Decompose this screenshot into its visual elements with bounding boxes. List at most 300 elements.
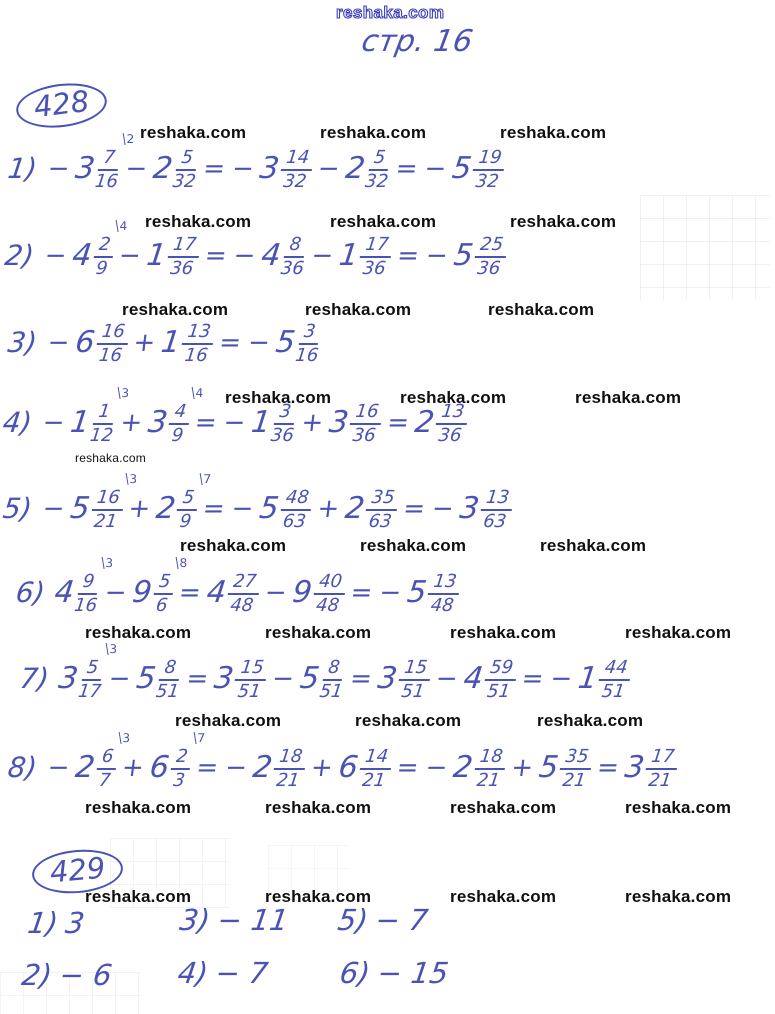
whole-part: 5 — [297, 661, 322, 696]
fraction — [270, 402, 298, 445]
mixed-number — [336, 745, 394, 790]
mixed-number — [461, 656, 519, 701]
numerator: 35 — [560, 748, 594, 770]
operator: = — [184, 663, 211, 694]
mixed-number — [412, 400, 470, 445]
whole-part: 9 — [130, 575, 154, 610]
mixed-number — [73, 132, 136, 192]
denominator: 63 — [482, 511, 508, 532]
operator: = — [217, 327, 243, 358]
operator: − — [45, 752, 72, 783]
operator: − — [221, 407, 248, 438]
numerator: 48 — [280, 489, 314, 511]
watermark-text: reshaka.com — [625, 798, 732, 817]
mixed-number — [70, 219, 129, 279]
denominator: 32 — [282, 171, 308, 192]
common-denominator-mark: 4 — [116, 220, 129, 232]
operator: − — [231, 240, 258, 271]
answer-number: 4) — [175, 956, 211, 990]
mixed-number — [375, 656, 433, 701]
watermark-text: reshaka.com — [180, 536, 287, 555]
denominator: 21 — [92, 511, 119, 532]
operator: − — [548, 663, 575, 694]
whole-part: 2 — [412, 405, 437, 440]
numerator: 14 — [360, 748, 394, 770]
mixed-number — [134, 656, 184, 701]
fraction-stack — [294, 323, 322, 365]
watermark-text: reshaka.com — [265, 887, 372, 906]
whole-part: 5 — [257, 491, 281, 526]
fraction-stack — [89, 403, 117, 445]
watermark-text: reshaka.com — [625, 623, 732, 642]
operator: − — [42, 240, 69, 271]
denominator: 9 — [178, 511, 193, 532]
fraction-stack — [280, 236, 308, 278]
denominator: 36 — [361, 258, 387, 279]
mixed-number — [405, 570, 463, 615]
operator: = — [201, 493, 227, 524]
numerator: 3 — [298, 323, 320, 345]
whole-part: 3 — [375, 661, 400, 696]
fraction — [72, 556, 115, 616]
operator: − — [45, 327, 72, 358]
fraction — [280, 235, 308, 278]
watermark-text: reshaka.com — [500, 123, 607, 142]
task-429-badge: 429 — [30, 846, 125, 897]
watermark-text: reshaka.com — [360, 536, 467, 555]
mixed-number — [451, 233, 509, 278]
whole-part: 3 — [457, 491, 482, 526]
operator: = — [194, 752, 221, 783]
whole-part: 5 — [134, 661, 158, 696]
answer-item — [178, 903, 291, 937]
common-denominator-mark: 2 — [123, 133, 136, 145]
numerator: 15 — [399, 659, 433, 681]
whole-part: 3 — [257, 151, 282, 186]
operator: − — [40, 407, 67, 438]
numerator: 18 — [274, 748, 308, 770]
numerator: 14 — [281, 149, 315, 171]
fraction-stack — [168, 748, 193, 790]
whole-part: 1 — [337, 238, 361, 273]
operator: + — [309, 752, 335, 783]
answer-number: 1) — [25, 906, 61, 940]
denominator: 48 — [429, 595, 455, 616]
operator: − — [316, 153, 342, 184]
fraction-stack — [165, 236, 201, 278]
fraction-stack — [472, 748, 508, 790]
fraction-stack — [318, 659, 346, 701]
numerator: 17 — [360, 236, 394, 258]
common-denominator-mark: 3 — [126, 473, 139, 485]
operator: = — [203, 240, 229, 271]
page-number-label: стр. 16 — [358, 24, 476, 59]
answer-value: − 7 — [213, 956, 271, 990]
answer-value: − 11 — [215, 903, 291, 937]
numerator: 8 — [284, 236, 306, 258]
mixed-number — [290, 570, 348, 615]
whole-part: 5 — [537, 750, 561, 785]
whole-part: 4 — [204, 575, 229, 610]
operator: = — [393, 153, 420, 184]
denominator: 36 — [351, 425, 377, 446]
watermark-text: reshaka.com — [355, 711, 462, 730]
denominator: 12 — [88, 425, 115, 446]
mixed-number — [457, 486, 515, 531]
operator: = — [177, 577, 203, 608]
whole-part: 3 — [73, 151, 97, 186]
whole-part: 4 — [461, 661, 485, 696]
numerator: 27 — [228, 573, 262, 595]
denominator: 21 — [475, 770, 502, 791]
numerator: 19 — [473, 149, 507, 171]
common-denominator-mark: 4 — [192, 387, 205, 399]
fraction — [433, 402, 469, 445]
whole-part: 6 — [147, 750, 172, 785]
fraction — [165, 235, 201, 278]
mixed-number — [249, 400, 299, 445]
numerator: 17 — [168, 236, 202, 258]
watermark-text: reshaka.com — [537, 711, 644, 730]
whole-part: 3 — [622, 750, 647, 785]
whole-part: 5 — [273, 325, 298, 360]
fraction-stack — [167, 403, 192, 445]
fraction-stack — [94, 323, 130, 365]
equation-line — [5, 731, 680, 791]
fraction — [426, 572, 462, 615]
numerator: 1 — [93, 403, 115, 425]
answer-value: − 6 — [57, 958, 115, 992]
watermark-text: reshaka.com — [625, 887, 732, 906]
watermark-text: reshaka.com — [75, 451, 146, 465]
operator: − — [223, 752, 249, 783]
operator: + — [126, 493, 153, 524]
answer-item — [176, 956, 271, 990]
operator: − — [434, 663, 460, 694]
watermark-text: reshaka.com — [320, 123, 427, 142]
fraction — [225, 572, 261, 615]
denominator: 21 — [561, 770, 587, 791]
mixed-number — [56, 642, 119, 702]
mixed-number — [73, 320, 131, 365]
fraction-stack — [77, 659, 105, 701]
numerator: 13 — [428, 573, 462, 595]
mixed-number — [257, 146, 315, 191]
whole-part: 2 — [451, 750, 475, 785]
denominator: 9 — [94, 258, 109, 279]
denominator: 36 — [437, 425, 463, 446]
operator: − — [229, 493, 256, 524]
fraction-stack — [364, 489, 400, 531]
common-denominator-mark: 3 — [102, 557, 115, 569]
fraction — [91, 219, 129, 279]
denominator: 36 — [476, 258, 502, 279]
denominator: 16 — [97, 345, 124, 366]
mixed-number — [576, 656, 634, 701]
fraction-stack — [348, 403, 384, 445]
operator: = — [385, 407, 411, 438]
mixed-number — [257, 486, 315, 531]
fraction-stack — [471, 149, 507, 191]
whole-part: 5 — [405, 575, 429, 610]
operator: = — [394, 752, 421, 783]
operator: − — [102, 577, 129, 608]
denominator: 21 — [275, 770, 301, 791]
whole-part: 1 — [576, 661, 600, 696]
fraction — [172, 148, 200, 191]
fraction-stack — [271, 748, 307, 790]
fraction — [558, 747, 594, 790]
equation-number: 8) — [5, 751, 39, 784]
numerator: 16 — [96, 323, 130, 345]
fraction-stack — [225, 573, 261, 615]
mixed-number — [144, 233, 202, 278]
fraction-stack — [73, 573, 101, 615]
equation-line — [0, 472, 514, 532]
fraction-stack — [358, 236, 394, 278]
fraction — [472, 747, 508, 790]
denominator: 51 — [485, 681, 512, 702]
fraction-stack — [396, 659, 432, 701]
fraction-stack — [597, 659, 633, 701]
fraction-stack — [478, 489, 514, 531]
denominator: 48 — [314, 595, 341, 616]
watermark-text: reshaka.com — [145, 212, 252, 231]
denominator: 51 — [318, 681, 344, 702]
operator: − — [45, 153, 72, 184]
fraction-stack — [180, 323, 216, 365]
whole-part: 6 — [336, 750, 361, 785]
numerator: 13 — [436, 403, 470, 425]
fraction — [357, 747, 393, 790]
common-denominator-mark: 3 — [106, 643, 119, 655]
whole-part: 2 — [154, 491, 178, 526]
whole-part: 2 — [343, 491, 367, 526]
denominator: 36 — [269, 425, 296, 446]
fraction — [155, 658, 183, 701]
whole-part: 2 — [151, 151, 175, 186]
answer-value: 3 — [63, 906, 87, 940]
equation-number: 6) — [13, 576, 47, 609]
fraction — [167, 386, 205, 446]
operator: + — [315, 493, 342, 524]
denominator: 36 — [169, 258, 195, 279]
fraction — [364, 148, 392, 191]
equation-number: 1) — [5, 152, 39, 185]
whole-part: 4 — [70, 238, 94, 273]
fraction — [168, 731, 207, 791]
mixed-number — [259, 233, 309, 278]
denominator: 16 — [183, 345, 210, 366]
denominator: 16 — [93, 171, 120, 192]
fraction — [482, 658, 518, 701]
watermark-text: reshaka.com — [575, 388, 682, 407]
common-denominator-mark: 8 — [176, 557, 189, 569]
operator: = — [395, 240, 421, 271]
numerator: 18 — [474, 748, 508, 770]
equation-line — [5, 320, 322, 365]
watermark-text: reshaka.com — [400, 388, 507, 407]
denominator: 51 — [400, 681, 426, 702]
equation-number: 3) — [5, 326, 39, 359]
watermark-text: reshaka.com — [450, 887, 557, 906]
mixed-number — [146, 386, 205, 446]
fraction-stack — [151, 573, 176, 615]
numerator: 4 — [169, 403, 191, 425]
equation-number: 2) — [2, 239, 36, 272]
denominator: 32 — [474, 171, 501, 192]
site-watermark-outline: reshaka.com — [336, 3, 445, 22]
fraction — [278, 148, 314, 191]
operator: = — [348, 663, 374, 694]
fraction-stack — [91, 236, 116, 278]
numerator: 9 — [77, 573, 99, 595]
numerator: 13 — [182, 323, 216, 345]
watermark-text: reshaka.com — [265, 623, 372, 642]
whole-part: 2 — [250, 750, 275, 785]
numerator: 44 — [599, 659, 633, 681]
grid-fragment — [640, 195, 770, 300]
whole-part: 6 — [73, 325, 97, 360]
operator: − — [377, 577, 404, 608]
numerator: 13 — [481, 489, 515, 511]
equation-line — [17, 642, 633, 702]
denominator: 36 — [279, 258, 306, 279]
watermark-text: reshaka.com — [225, 388, 332, 407]
operator: − — [270, 663, 296, 694]
watermark-text: reshaka.com — [265, 798, 372, 817]
numerator: 35 — [366, 489, 400, 511]
numerator: 5 — [81, 659, 103, 681]
operator: − — [40, 493, 67, 524]
answer-item — [20, 958, 115, 992]
denominator: 51 — [600, 681, 627, 702]
operator: − — [309, 240, 336, 271]
numerator: 16 — [91, 489, 125, 511]
watermark-text: reshaka.com — [305, 300, 412, 319]
denominator: 63 — [367, 511, 393, 532]
numerator: 6 — [96, 748, 118, 770]
fraction — [311, 572, 347, 615]
mixed-number — [68, 472, 139, 532]
denominator: 32 — [171, 171, 198, 192]
mixed-number — [450, 146, 508, 191]
task-428-badge: 428 — [14, 79, 110, 133]
fraction-stack — [558, 748, 594, 790]
denominator: 21 — [647, 770, 673, 791]
denominator: 6 — [154, 595, 169, 616]
answer-item — [336, 903, 431, 937]
answer-item — [338, 956, 451, 990]
mixed-number — [536, 745, 594, 790]
mixed-number — [159, 320, 217, 365]
operator: = — [193, 407, 219, 438]
operator: = — [348, 577, 375, 608]
fraction — [151, 556, 189, 616]
equation-number: 7) — [17, 662, 51, 695]
numerator: 17 — [646, 748, 680, 770]
mixed-number — [451, 745, 509, 790]
denominator: 7 — [97, 770, 112, 791]
operator: − — [424, 240, 450, 271]
operator: − — [123, 153, 150, 184]
equation-number: 5) — [0, 492, 34, 525]
fraction — [278, 488, 314, 531]
whole-part: 1 — [144, 238, 169, 273]
denominator: 51 — [236, 681, 263, 702]
mixed-number — [250, 745, 308, 790]
fraction — [94, 731, 132, 791]
fraction-stack — [482, 659, 518, 701]
fraction — [364, 488, 400, 531]
whole-part: 2 — [343, 151, 367, 186]
fraction — [396, 658, 432, 701]
fraction — [348, 402, 384, 445]
fraction — [233, 658, 269, 701]
denominator: 51 — [154, 681, 181, 702]
operator: + — [131, 327, 158, 358]
fraction-stack — [278, 489, 314, 531]
fraction — [294, 322, 322, 365]
fraction — [471, 148, 507, 191]
mixed-number — [622, 745, 680, 790]
fraction — [358, 235, 394, 278]
fraction-stack — [433, 403, 469, 445]
operator: = — [595, 752, 621, 783]
numerator: 2 — [171, 748, 193, 770]
watermark-text: reshaka.com — [488, 300, 595, 319]
whole-part: 5 — [451, 238, 476, 273]
mixed-number — [130, 556, 189, 616]
fraction-stack — [94, 149, 122, 191]
equation-line — [13, 556, 462, 616]
whole-part: 9 — [290, 575, 314, 610]
watermark-text: reshaka.com — [122, 300, 229, 319]
numerator: 15 — [235, 659, 269, 681]
denominator: 17 — [76, 681, 103, 702]
operator: − — [430, 493, 456, 524]
fraction — [94, 322, 130, 365]
fraction-stack — [172, 149, 200, 191]
mixed-number — [327, 400, 385, 445]
whole-part: 5 — [450, 151, 474, 186]
answer-number: 2) — [19, 958, 55, 992]
mixed-number — [154, 472, 213, 532]
operator: − — [117, 240, 143, 271]
denominator: 16 — [72, 595, 99, 616]
watermark-text: reshaka.com — [510, 212, 617, 231]
fraction — [318, 658, 346, 701]
fraction-stack — [89, 489, 125, 531]
numerator: 16 — [350, 403, 384, 425]
operator: − — [246, 327, 272, 358]
fraction-stack — [426, 573, 462, 615]
fraction — [643, 747, 679, 790]
numerator: 8 — [159, 659, 181, 681]
operator: − — [423, 752, 450, 783]
answer-number: 6) — [337, 956, 373, 990]
watermark-text: reshaka.com — [540, 536, 647, 555]
whole-part: 1 — [249, 405, 273, 440]
numerator: 2 — [93, 236, 115, 258]
common-denominator-mark: 3 — [118, 387, 131, 399]
numerator: 7 — [98, 149, 120, 171]
whole-part: 4 — [259, 238, 283, 273]
operator: + — [299, 407, 326, 438]
watermark-text: reshaka.com — [85, 623, 192, 642]
operator: − — [230, 153, 256, 184]
denominator: 9 — [170, 425, 185, 446]
